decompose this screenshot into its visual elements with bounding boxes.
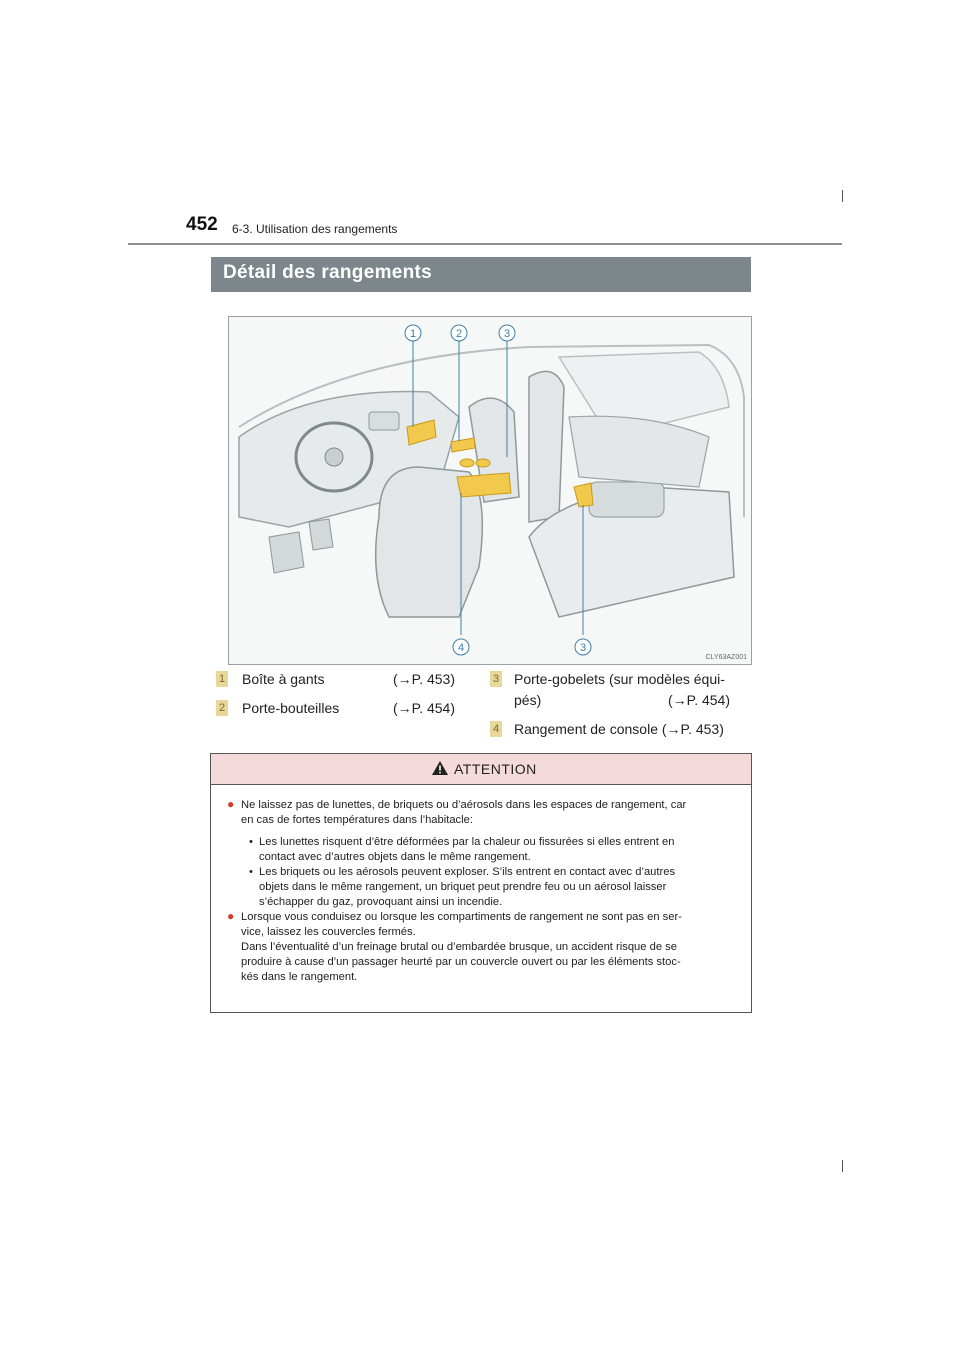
sub-2-line-3: s’échapper du gaz, provoquant ainsi un incendie. (259, 896, 503, 908)
attention-title: ATTENTION (454, 761, 537, 777)
bullet-2-line-5: kés dans le rangement. (241, 971, 358, 983)
sub-bullet-2: • (249, 866, 253, 878)
heading-title: Détail des rangements (223, 262, 433, 283)
bullet-2-line-1: Lorsque vous conduisez ou lorsque les compartiments de rangement ne sont pas en ser- (241, 911, 682, 923)
sub-2-line-2: objets dans le même rangement, un briquet peut prendre feu ou un aérosol laisser (259, 881, 667, 893)
bullet-1-line-2: en cas de fortes températures dans l’habitacle: (241, 814, 473, 826)
attention-box (210, 753, 752, 1013)
warning-icon (431, 760, 449, 776)
item-label-2: Porte-bouteilles (242, 700, 340, 716)
bullet-2-line-4: produire à cause d’un passager heurté par un couvercle ouvert ou par les éléments stoc- (241, 956, 681, 968)
bullet-1-line-1: Ne laissez pas de lunettes, de briquets ou d’aérosols dans les espaces de rangement, car (241, 799, 687, 811)
section-title: 6-3. Utilisation des rangements (232, 222, 398, 236)
header-rule (128, 243, 842, 245)
car-interior-drawing (229, 317, 751, 664)
attention-header (211, 754, 751, 785)
callout-1: 1 (409, 328, 417, 340)
bullet-2-line-2: vice, laissez les couvercles fermés. (241, 926, 416, 938)
item-number-3: 3 (490, 671, 502, 687)
bullet-2-line-3: Dans l’éventualité d’un freinage brutal ou d’embardée brusque, un accident risque de se (241, 941, 677, 953)
page-number: 452 (186, 214, 218, 235)
item-ref-2: (→P. 454) (393, 700, 455, 716)
item-number-1: 1 (216, 671, 228, 687)
sub-bullet-1: • (249, 836, 253, 848)
bullet-dot-1: ● (227, 797, 235, 811)
crop-mark-top (842, 190, 843, 202)
sub-1-line-2: contact avec d’autres objets dans le même rangement. (259, 851, 531, 863)
callout-3b: 3 (579, 642, 587, 654)
figure-code: CLY63AZ001 (705, 654, 747, 661)
item-label-1: Boîte à gants (242, 671, 325, 687)
crop-mark-bottom (842, 1160, 843, 1172)
item-label-4: Rangement de console (→P. 453) (514, 721, 724, 737)
callout-4: 4 (457, 642, 465, 654)
item-number-4: 4 (490, 721, 502, 737)
interior-illustration (228, 316, 752, 665)
item-number-2: 2 (216, 700, 228, 716)
item-ref-3: (→P. 454) (668, 692, 730, 708)
callout-3: 3 (503, 328, 511, 340)
bullet-dot-2: ● (227, 909, 235, 923)
sub-1-line-1: Les lunettes risquent d’être déformées par la chaleur ou fissurées si elles entrent en (259, 836, 675, 848)
item-label-3-line1: Porte-gobelets (sur modèles équi- (514, 671, 725, 687)
callout-2: 2 (455, 328, 463, 340)
item-ref-1: (→P. 453) (393, 671, 455, 687)
item-label-3-line2: pés) (514, 692, 542, 708)
sub-2-line-1: Les briquets ou les aérosols peuvent exploser. S’ils entrent en contact avec d’autres (259, 866, 676, 878)
heading-bar (211, 257, 751, 292)
